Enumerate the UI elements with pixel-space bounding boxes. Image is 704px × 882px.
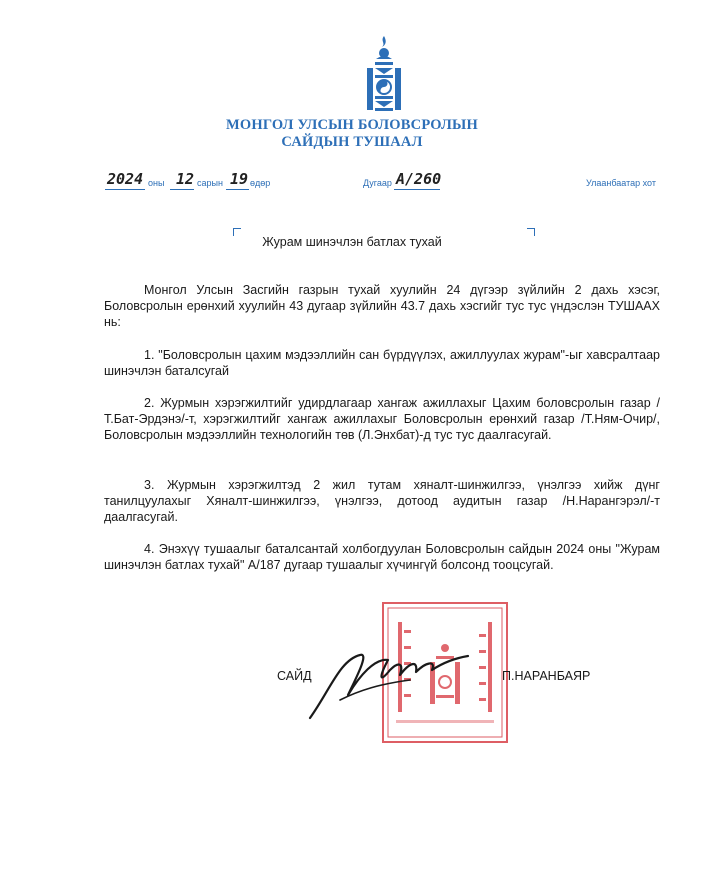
number-value: A/260: [396, 170, 442, 188]
document-subject: Журам шинэчлэн батлах тухай: [262, 235, 442, 249]
month-value: 12: [176, 170, 195, 188]
paragraph-item-1: 1. "Боловсролын цахим мэдээллийн сан бүрдүүлэх, ажиллуулах журам"-ыг хавсралтаар шинэчлэн баталсугай: [104, 348, 660, 378]
paragraph-preamble: Монгол Улсын Засгийн газрын тухай хуулийн 24 дүгээр зүйлийн 2 дахь хэсэг, Боловсролын ерөнхий хуулийн 43 дугаар зүйлийн 43.7 дахь хэсгийг тус тус үндэслэн ТУШААХ нь:: [104, 283, 660, 329]
handwritten-signature-icon: [300, 640, 500, 720]
year-value: 2024: [107, 170, 144, 188]
paragraph-item-2: 2. Журмын хэрэгжилтийг удирдлагаар хангаж ажиллахыг Цахим боловсролын газар /Т.Бат-Эрдэнэ/-т, хэрэгжилтийг хангаж ажиллахыг Боловсролын ерөнхий газар /Т.Ням-Очир/, Боловсролын мэдээллийн технологийн төв (Л.Энхбат)-д тус тус даалгасугай.: [104, 396, 660, 442]
date-line: [0, 0, 704, 200]
day-label: өдөр: [250, 178, 271, 188]
ministry-title-line1: МОНГОЛ УЛСЫН БОЛОВСРОЛЫН: [226, 117, 478, 133]
signatory-name: П.НАРАНБАЯР: [502, 669, 591, 683]
city-label: Улаанбаатар хот: [586, 178, 656, 188]
ministry-title-line2: САЙДЫН ТУШААЛ: [281, 134, 423, 150]
paragraph-item-4: 4. Энэхүү тушаалыг баталсантай холбогдуулан Боловсролын сайдын 2024 оны "Журам шинэчлэн батлах тухай" А/187 дугаар тушаалыг хүчингүй болсонд тооцсугай.: [104, 542, 660, 572]
month-label: сарын: [197, 178, 223, 188]
number-label: Дугаар: [363, 178, 392, 188]
paragraph-item-3: 3. Журмын хэрэгжилтэд 2 жил тутам хяналт-шинжилгээ, үнэлгээ хийж дүнг танилцуулахыг Хяналт-шинжилгээ, үнэлгээ, дотоод аудитын газар /Н.Нарангэрэл/-т даалгасугай.: [104, 478, 660, 524]
year-label: оны: [148, 178, 165, 188]
signatory-title: САЙД: [277, 669, 312, 683]
day-value: 19: [230, 170, 249, 188]
